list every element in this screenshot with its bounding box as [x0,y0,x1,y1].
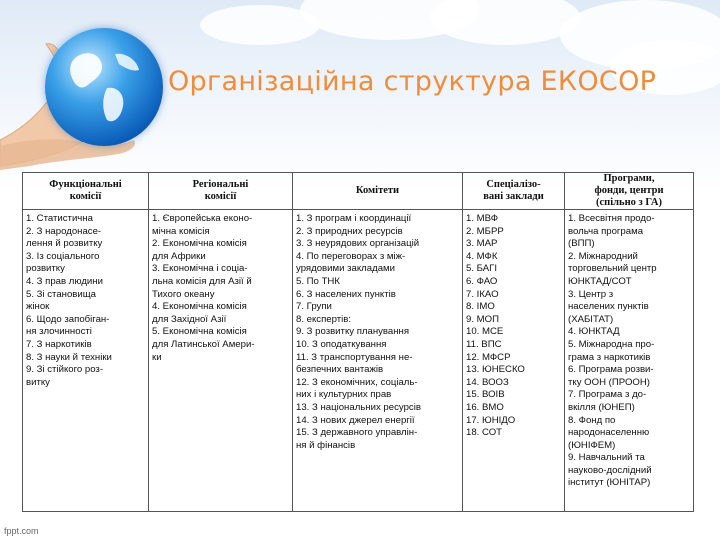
org-structure-table [22,172,694,512]
list-item: науково-дослідний [568,464,652,476]
list-item: 8. З науки й техніки [26,351,112,363]
list-item: 9. З розвитку планування [296,326,410,338]
list-item: витку [26,376,50,388]
list-item: 10. МСЕ [466,326,504,338]
list-item: 5. БАГІ [466,263,498,275]
list-item: 6. Щодо запобіган- [26,313,110,325]
list-item: грама з наркотиків [568,351,651,363]
list-item: 11. ВПС [466,338,502,350]
list-item: 16. ВМО [466,401,504,413]
list-item: інститут (ЮНІТАР) [568,477,651,489]
list-item: 14. З нових джерел енергії [296,414,415,426]
footer-watermark: fppt.com [4,526,39,536]
list-item: 7. З наркотиків [26,338,92,350]
list-item: (ХАБІТАТ) [568,313,614,325]
list-item: вольча програма [568,225,644,237]
list-item: 5. Зі становища [26,288,96,300]
list-item: 7. ІКАО [466,288,499,300]
list-item: 10. З оподаткування [296,338,387,350]
cell-regional-commissions [149,210,293,512]
list-item: 9. Навчальний та [568,452,645,464]
list-item: 8. експертів: [296,313,352,325]
list-item: 3. Центр з [568,288,614,300]
list-item: 18. СОТ [466,427,503,439]
list-item: лення й розвитку [26,238,103,250]
cloud-decoration [200,5,320,45]
list-item: 1. Європейська еконо- [152,213,253,224]
list-item: ня й фінансів [296,439,356,451]
list-item: 5. Міжнародна про- [568,338,655,350]
list-item: 3. Із соціального [26,250,100,262]
list-item: (ВПП) [568,238,595,250]
list-item: 9. Зі стійкого роз- [26,364,104,376]
list-item: 4. Економічна комісія [152,301,247,313]
list-item: вкілля (ЮНЕП) [568,401,635,413]
list-item: безпечних вантажів [296,364,384,376]
list-item: для Західної Азії [152,313,227,325]
cell-committees [293,210,463,512]
list-item: 4. По переговорах з між- [296,250,406,262]
list-item: 3. МАР [466,238,498,250]
list-item: 7. Програма з до- [568,389,647,401]
list-item: льна комісія для Азії й [152,275,252,287]
list-item: 13. З національних ресурсів [296,401,421,413]
list-item: 3. З неурядових організацій [296,238,420,250]
list-item: 1. МВФ [466,213,499,224]
list-item: 6. З населених пунктів [296,288,396,300]
list-item: жінок [26,301,50,313]
header-committees: Комітети [293,173,463,210]
slide-title: Організаційна структура ЕКОСОР [168,66,657,97]
list-item: 13. ЮНЕСКО [466,364,525,376]
list-item: них і культурних прав [296,389,392,401]
list-item: 12. МФСР [466,351,511,363]
list-item: 5. Економічна комісія [152,326,247,338]
globe-icon [45,28,163,146]
list-item: 1. Всесвітня продо- [568,213,655,224]
list-item: 8. ІМО [466,301,495,313]
list-item: ня злочинності [26,326,92,338]
list-item: торговельний центр [568,263,657,275]
list-item: 7. Групи [296,301,332,313]
list-item: 14. ВООЗ [466,376,509,388]
list-item: 1. З програм і координації [296,213,412,224]
list-item: 4. ЮНКТАД [568,326,620,338]
list-item: 15. З державного управлін- [296,427,418,439]
list-item: Тихого океану [152,288,215,300]
list-item: урядовими закладами [296,263,395,275]
list-item: 17. ЮНІДО [466,414,516,426]
list-item: 12. З економічних, соціаль- [296,376,418,388]
header-regional-commissions: Регіональні комісії [149,173,293,210]
list-item: 2. З народонасе- [26,225,102,237]
list-item: ки [152,351,162,363]
list-item: населених пунктів [568,301,649,313]
cell-functional-commissions [23,210,149,512]
list-item: 4. МФК [466,250,498,262]
list-item: 1. Статистична [26,213,93,224]
table-body-row [23,210,694,512]
list-item: 6. ФАО [466,275,498,287]
list-item: тку ООН (ПРООН) [568,376,651,388]
list-item: 6. Програма розви- [568,364,654,376]
list-item: для Африки [152,250,206,262]
list-item: 2. З природних ресурсів [296,225,403,237]
cell-programs-funds [565,210,694,512]
list-item: мічна комісія [152,225,210,237]
list-item: (ЮНІФЕМ) [568,439,616,451]
cloud-decoration [430,0,580,45]
list-item: 8. Фонд по [568,414,616,426]
list-item: 2. МБРР [466,225,504,237]
header-specialized-agencies: Спеціалізо- вані заклади [463,173,565,210]
list-item: народонаселенню [568,427,650,439]
list-item: 5. По ТНК [296,275,340,287]
list-item: 11. З транспортування не- [296,351,413,363]
list-item: 2. Міжнародний [568,250,638,262]
list-item: 4. З прав людини [26,275,103,287]
header-programs-funds: Програми, фонди, центри (спільно з ГА) [565,173,694,210]
list-item: 9. МОП [466,313,500,325]
list-item: 3. Економічна і соціа- [152,263,248,275]
list-item: 15. ВОІВ [466,389,505,401]
table-header-row [23,173,694,210]
list-item: розвитку [26,263,65,275]
list-item: ЮНКТАД/СОТ [568,275,632,287]
list-item: для Латинської Амери- [152,338,255,350]
cell-specialized-agencies [463,210,565,512]
org-structure-table-wrapper [22,172,693,512]
list-item: 2. Економічна комісія [152,238,247,250]
header-functional-commissions: Функціональні комісії [23,173,149,210]
